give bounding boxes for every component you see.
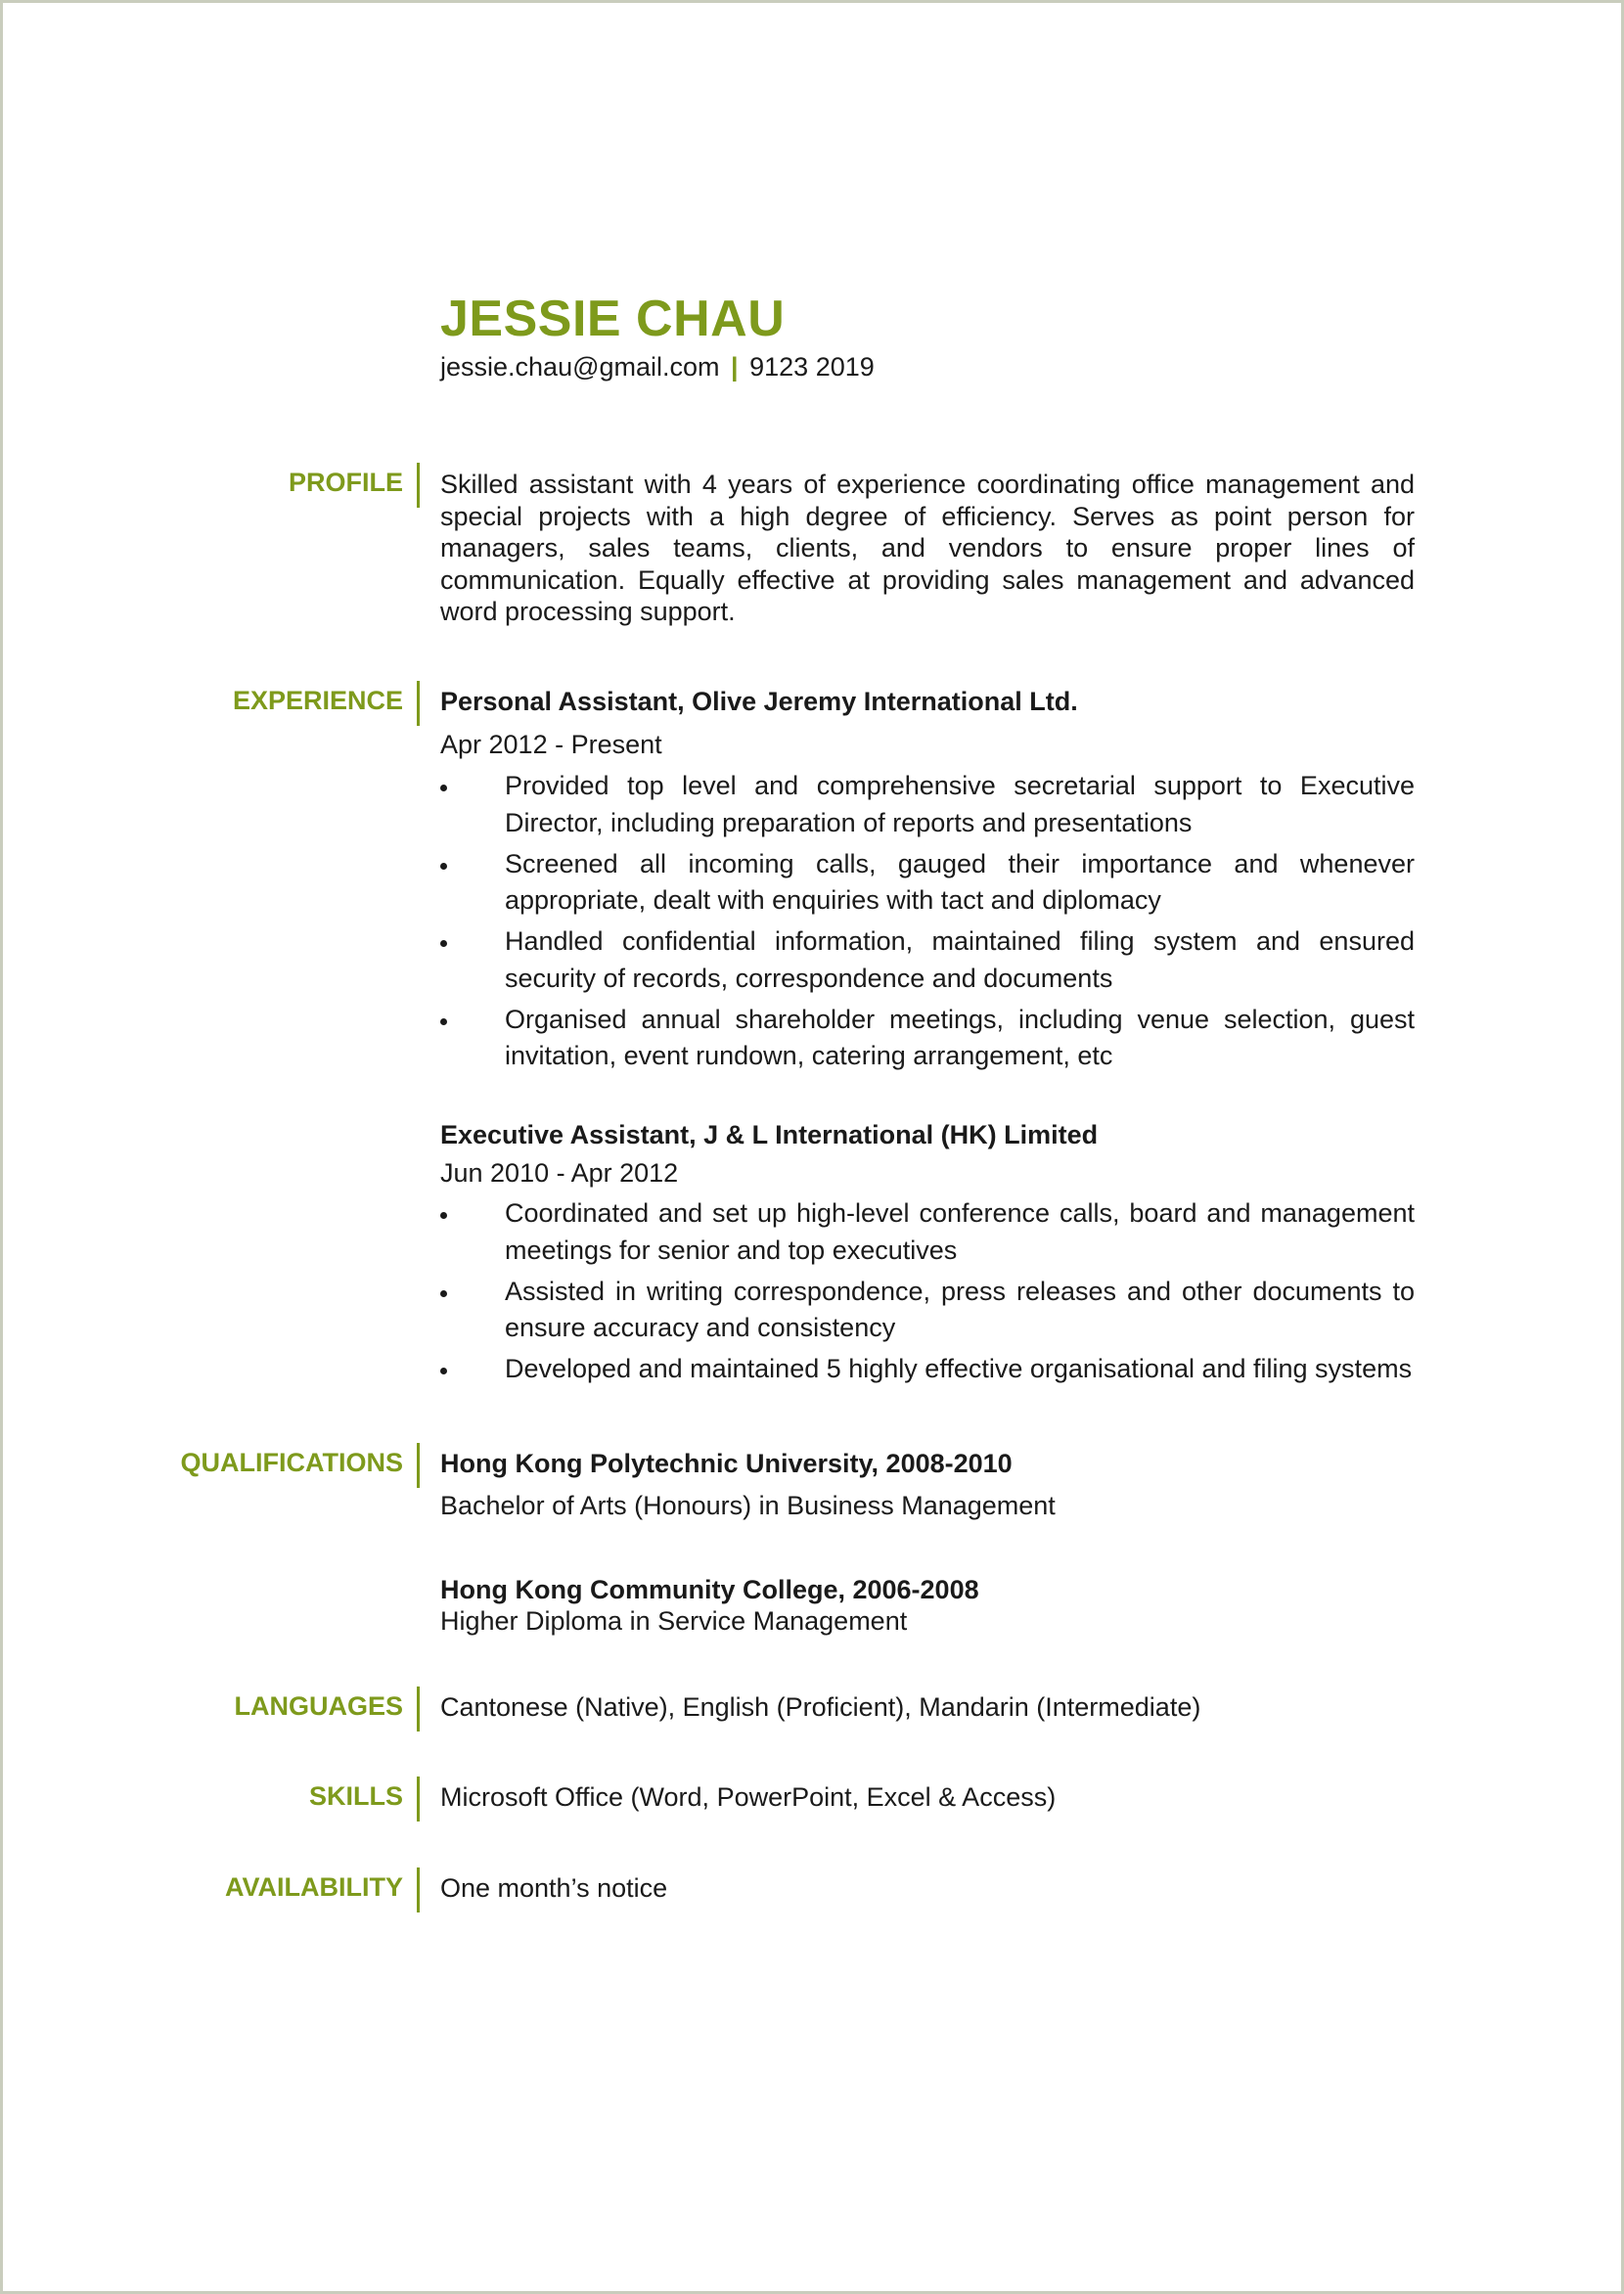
section-label-experience: EXPERIENCE [232, 686, 403, 715]
bullet-icon [440, 1018, 447, 1025]
skills-block [440, 1781, 1415, 1814]
qualification-degree: Higher Diploma in Service Management [440, 1606, 908, 1636]
job-dates: Jun 2010 - Apr 2012 [440, 1158, 679, 1188]
languages-block [440, 1691, 1415, 1724]
section-divider-availability [417, 1867, 420, 1912]
list-item: Screened all incoming calls, gauged their importance and whenever appropriate, dealt with enquiries with tact and diplomacy [440, 846, 1415, 920]
qualification-institution: Hong Kong Polytechnic University, 2008-2010 [440, 1449, 1013, 1478]
list-item: Handled confidential information, maintained filing system and ensured security of records, correspondence and documents [440, 923, 1415, 997]
bullet-icon [440, 940, 447, 947]
job-1-dates-block [440, 729, 1415, 761]
job-2-dates-block [440, 1157, 1415, 1190]
section-divider-languages [417, 1687, 420, 1732]
email-text: jessie.chau@gmail.com [440, 352, 720, 382]
section-divider-skills [417, 1777, 420, 1822]
availability-text: One month’s notice [440, 1873, 668, 1903]
job-title: Executive Assistant, J & L International (HK) Limited [440, 1120, 1099, 1149]
list-item: Developed and maintained 5 highly effective organisational and filing systems [440, 1351, 1415, 1388]
section-label-qualifications: QUALIFICATIONS [180, 1448, 403, 1477]
candidate-name: JESSIE CHAU [440, 291, 786, 347]
contact-line [440, 352, 875, 382]
bullet-icon [440, 1290, 447, 1297]
job-bullets [440, 768, 1415, 1075]
list-item: Provided top level and comprehensive secretarial support to Executive Director, including preparation of reports and presentations [440, 768, 1415, 841]
qualification-institution: Hong Kong Community College, 2006-2008 [440, 1575, 979, 1604]
bullet-icon [440, 1212, 447, 1219]
job-2-bullets-block [440, 1195, 1415, 1392]
profile-text: Skilled assistant with 4 years of experience coordinating office management and special projects with a high degree of efficiency. Serves as point person for managers, sales teams, clients, and vendors to ensure proper lines of communication. Equally effective at providing sales management and advanced word processing support. [440, 470, 1415, 626]
qualification-2-degree [440, 1605, 1415, 1638]
job-title: Personal Assistant, Olive Jeremy International Ltd. [440, 687, 1078, 716]
section-divider-profile [417, 463, 420, 508]
job-dates: Apr 2012 - Present [440, 730, 662, 759]
list-item: Assisted in writing correspondence, press releases and other documents to ensure accuracy and consistency [440, 1274, 1415, 1347]
bullet-icon [440, 785, 447, 791]
section-divider-qualifications [417, 1443, 420, 1488]
section-label-languages: LANGUAGES [234, 1691, 403, 1721]
section-label-availability: AVAILABILITY [225, 1872, 403, 1902]
qualification-2-institution [440, 1574, 1415, 1606]
section-label-profile: PROFILE [288, 468, 403, 497]
job-2 [440, 1119, 1415, 1151]
qualification-degree: Bachelor of Arts (Honours) in Business Management [440, 1491, 1056, 1520]
availability-block [440, 1872, 1415, 1905]
qualification-1-degree [440, 1490, 1415, 1522]
list-item: Coordinated and set up high-level conference calls, board and management meetings for senior and top executives [440, 1195, 1415, 1269]
job-bullets [440, 1195, 1415, 1388]
section-divider-experience [417, 681, 420, 726]
bullet-icon [440, 1368, 447, 1374]
job-1-bullets-block [440, 768, 1415, 1079]
skills-text: Microsoft Office (Word, PowerPoint, Excel & Access) [440, 1782, 1057, 1812]
section-label-skills: SKILLS [308, 1781, 403, 1811]
bullet-icon [440, 863, 447, 870]
contact-separator: | [731, 352, 739, 382]
phone-text: 9123 2019 [749, 352, 875, 382]
job-1 [440, 686, 1415, 718]
list-item: Organised annual shareholder meetings, including venue selection, guest invitation, event rundown, catering arrangement, etc [440, 1002, 1415, 1075]
languages-text: Cantonese (Native), English (Proficient), Mandarin (Intermediate) [440, 1692, 1201, 1722]
qualification-1-institution [440, 1448, 1415, 1480]
